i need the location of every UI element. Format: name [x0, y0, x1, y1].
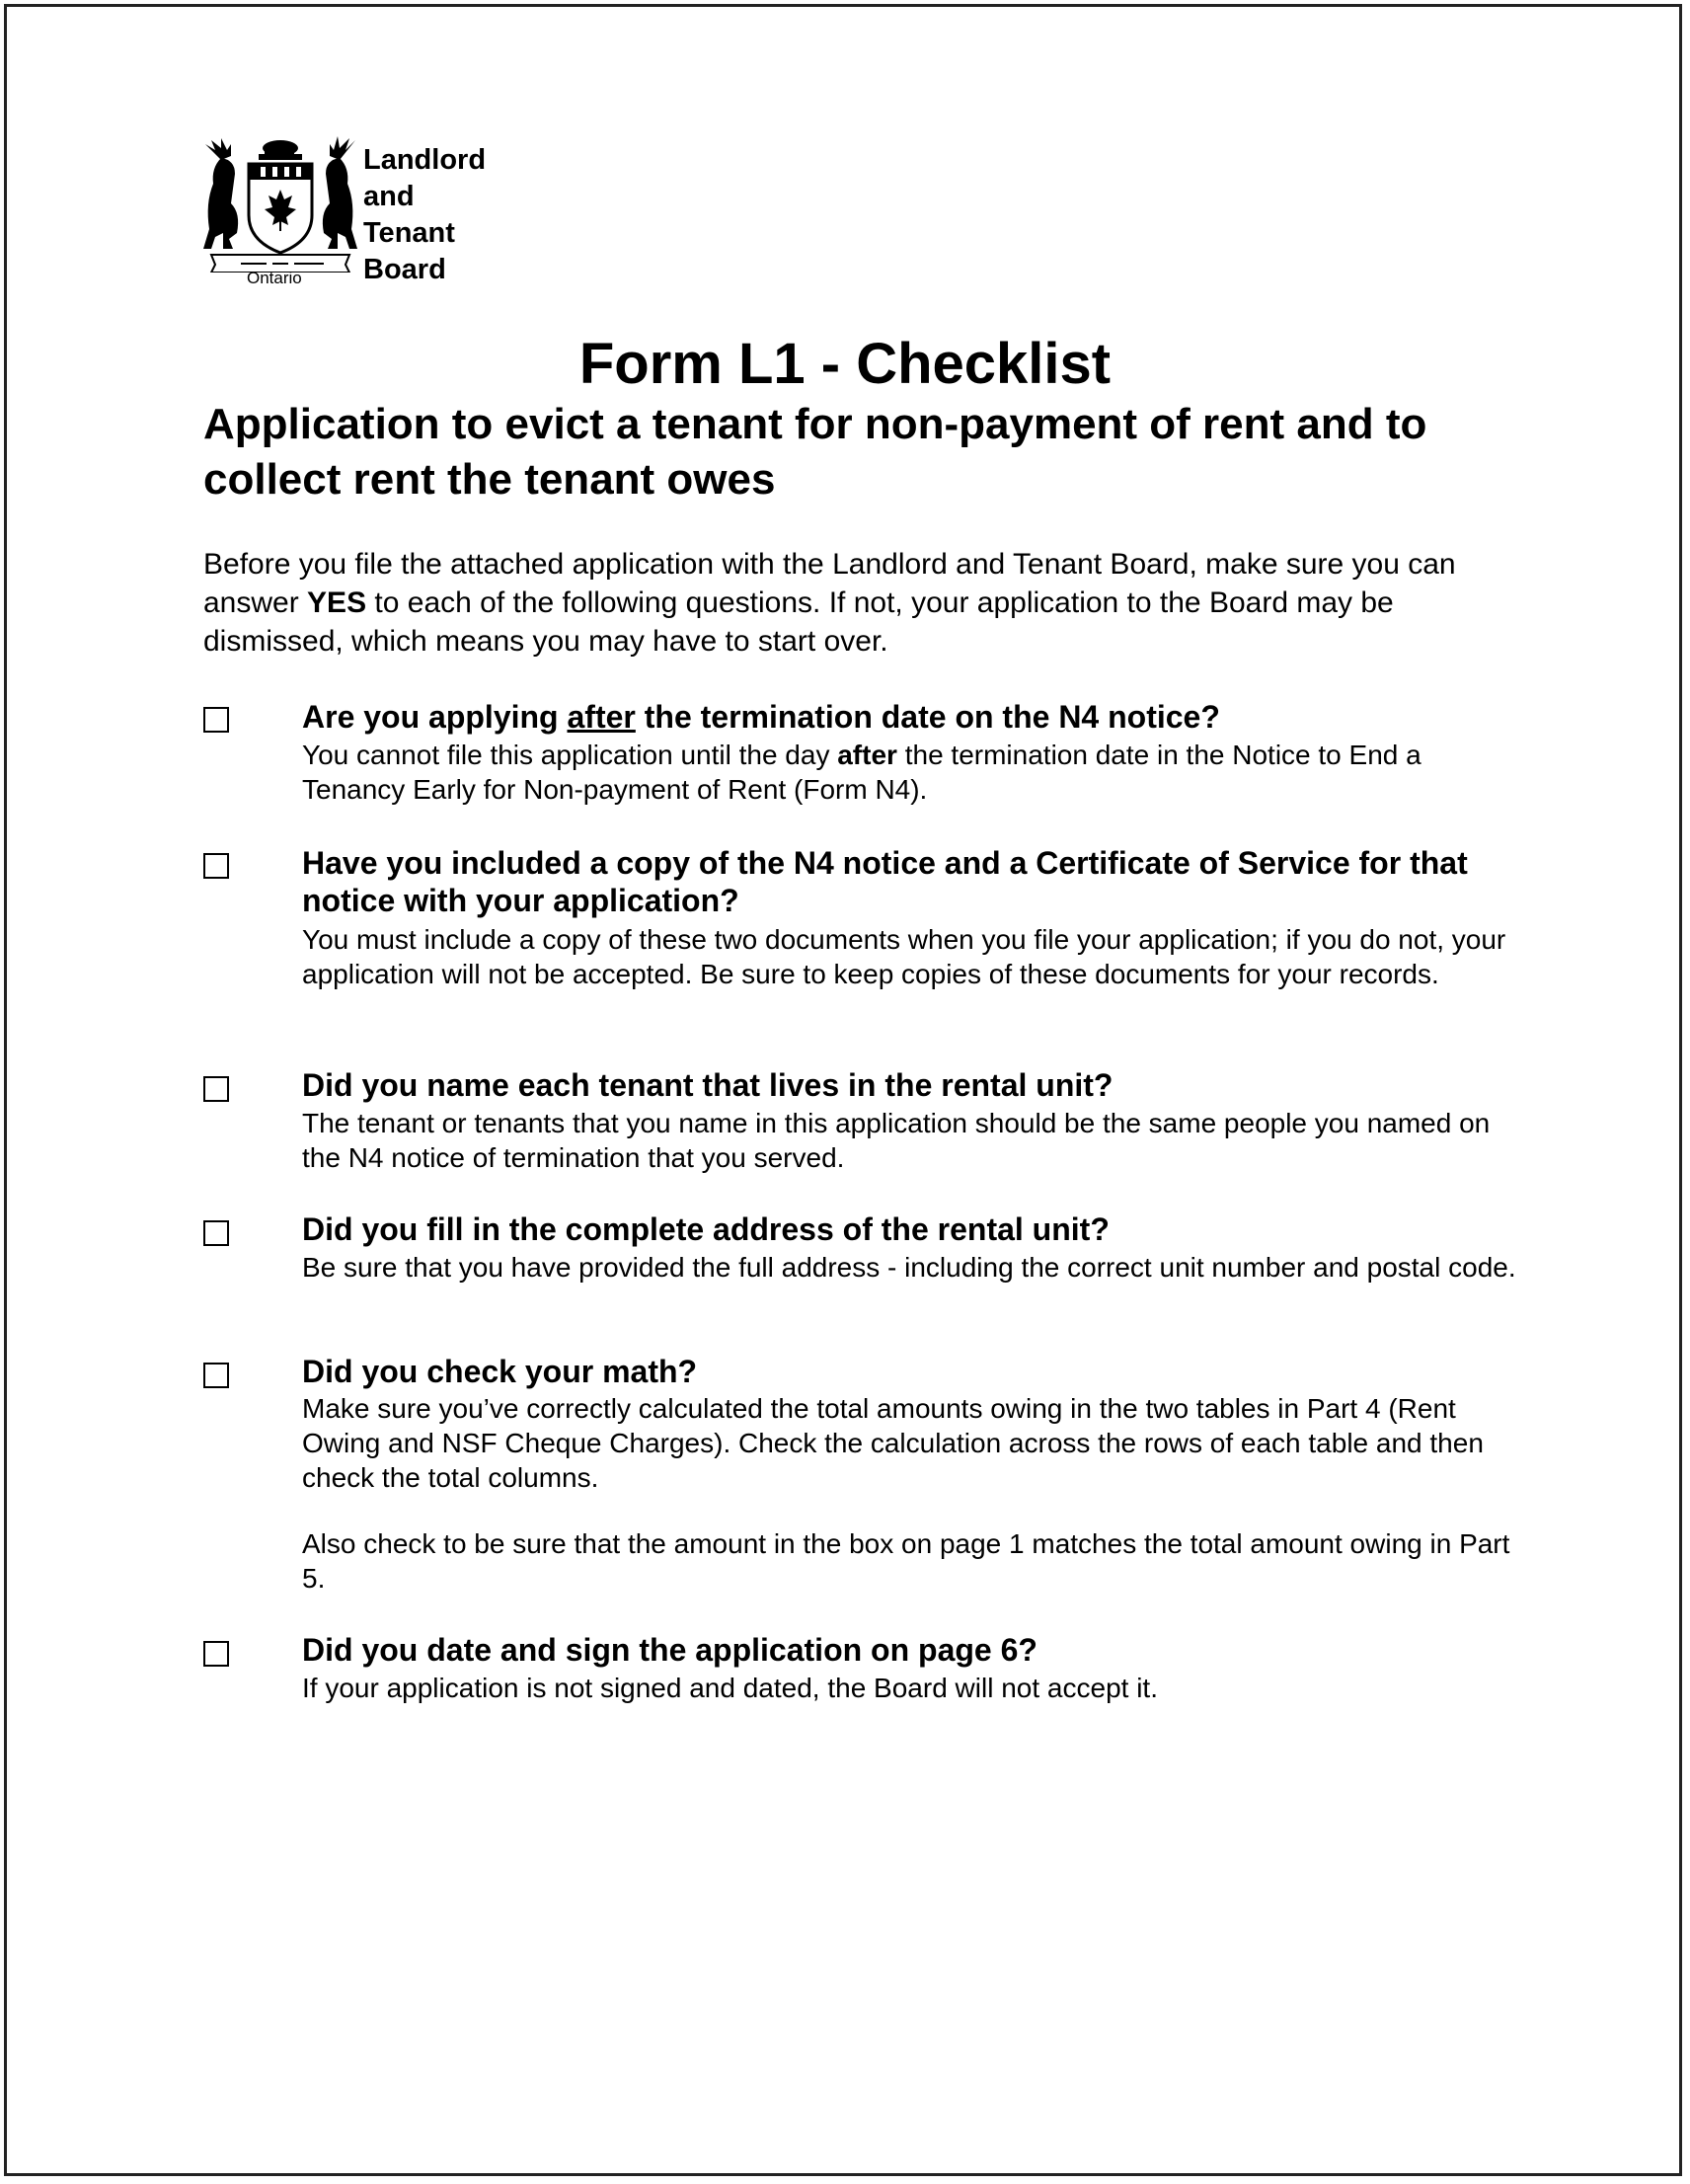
explain-bold-text: after — [837, 740, 897, 770]
checklist-explanation — [302, 738, 1516, 807]
intro-text: to each of the following questions. If not, your application to the Board may be dismissed, which means you may have to start over. — [203, 586, 1394, 658]
checklist-explanation: Make sure you’ve correctly calculated the total amounts owing in the two tables in Part 4 (Rent Owing and NSF Cheque Charges). Check the calculation across the rows of each table and then check the total columns. — [302, 1393, 1484, 1493]
checklist-question: Did you check your math? — [302, 1354, 698, 1389]
checklist-explanation: If your application is not signed and dated, the Board will not accept it. — [302, 1673, 1158, 1703]
checkbox[interactable] — [203, 853, 229, 879]
logo-line: and — [363, 181, 415, 212]
intro-text: Before you file the attached application with the Landlord and Tenant Board, make sure you can answer — [203, 548, 1456, 619]
checklist-explanation: Be sure that you have provided the full address - including the correct unit number and postal code. — [302, 1252, 1516, 1283]
checklist-question: Did you name each tenant that lives in the rental unit? — [302, 1067, 1114, 1103]
question-underlined-text: after — [567, 699, 636, 735]
checkbox[interactable] — [203, 1220, 229, 1246]
checklist-question — [302, 698, 1506, 736]
page-subtitle: Application to evict a tenant for non-payment of rent and to collect rent the tenant owes — [203, 400, 1427, 504]
checkbox[interactable] — [203, 707, 229, 733]
logo-province-label: Ontario — [247, 269, 302, 287]
checklist-question: Have you included a copy of the N4 notice and a Certificate of Service for that notice with your application? — [302, 845, 1468, 918]
explain-text: the termination date in the Notice to End a Tenancy Early for Non-payment of Rent (Form N4). — [302, 740, 1421, 805]
checkbox[interactable] — [203, 1076, 229, 1102]
question-text: Are you applying — [302, 699, 568, 735]
explain-text: You cannot file this application until the day — [302, 740, 838, 770]
page-title: Form L1 - Checklist — [578, 332, 1112, 396]
checklist-question: Did you date and sign the application on page 6? — [302, 1632, 1037, 1668]
logo-line: Tenant — [363, 217, 455, 249]
checklist-explanation: You must include a copy of these two documents when you file your application; if you do not, your application will not be accepted. Be sure to keep copies of these documents for your records. — [302, 924, 1506, 989]
checklist-explanation: Also check to be sure that the amount in the box on page 1 matches the total amount owing in Part 5. — [302, 1528, 1510, 1594]
checklist-question: Did you fill in the complete address of the rental unit? — [302, 1211, 1110, 1247]
logo-line: Landlord — [363, 144, 487, 176]
logo-line: Board — [363, 254, 446, 285]
checkbox[interactable] — [203, 1641, 229, 1667]
checklist-explanation: The tenant or tenants that you name in this application should be the same people you named on the N4 notice of termination that you served. — [302, 1108, 1491, 1173]
question-text: the termination date on the N4 notice? — [635, 699, 1220, 735]
checkbox[interactable] — [203, 1363, 229, 1388]
intro-emphasis: YES — [307, 586, 367, 619]
